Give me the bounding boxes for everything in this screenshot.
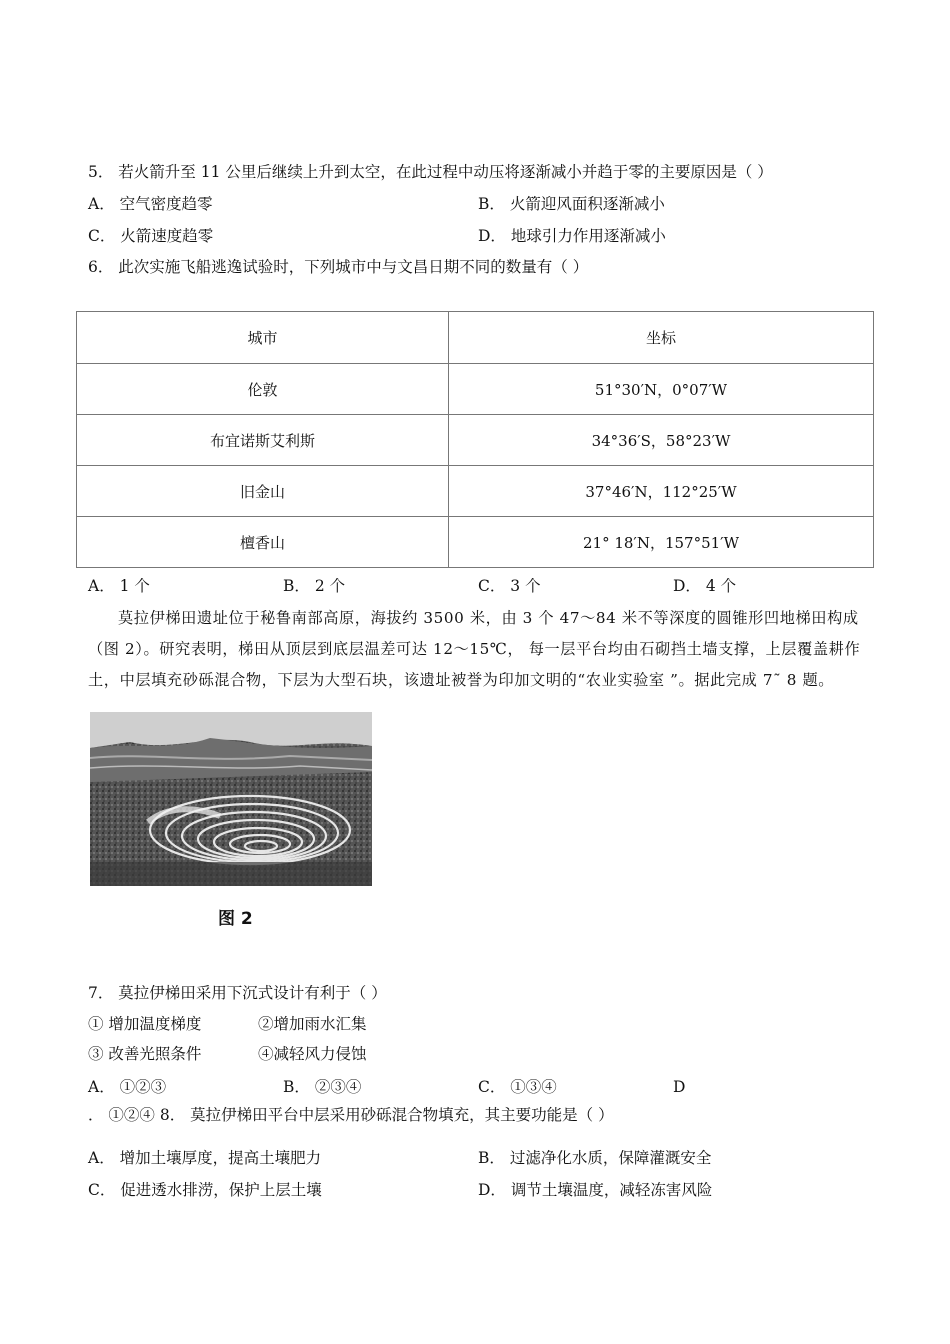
q8-option-a: A． 增加土壤厚度，提高土壤肥力 — [88, 1149, 322, 1167]
passage-paragraph — [88, 603, 863, 696]
q5-option-a: A． 空气密度趋零 — [88, 195, 213, 213]
table-cell-coordinates: 21° 18′N，157°51′W — [449, 517, 874, 568]
table-row — [77, 415, 874, 466]
q7-option-a: A． ①②③ — [88, 1078, 167, 1096]
q7-statement-1: ① 增加温度梯度 — [88, 1015, 202, 1033]
q8-option-c: C． 促进透水排涝，保护上层土壤 — [88, 1181, 322, 1199]
table-header-row — [77, 312, 874, 364]
q5-option-d: D． 地球引力作用逐渐减小 — [478, 227, 666, 245]
q6-option-d: D． 4 个 — [673, 577, 737, 595]
table-cell-coordinates: 37°46′N，112°25′W — [449, 466, 874, 517]
terrace-photo — [90, 712, 372, 886]
table-row — [77, 517, 874, 568]
q7-option-d-letter: D — [673, 1078, 686, 1096]
q7-option-d-and-q8-stem: ． ①②④ 8． 莫拉伊梯田平台中层采用砂砾混合物填充，其主要功能是（ ） — [88, 1106, 614, 1124]
q7-statement-4: ④减轻风力侵蚀 — [258, 1045, 367, 1063]
figure-caption: 图 2 — [218, 909, 253, 929]
q7-statement-2: ②增加雨水汇集 — [258, 1015, 367, 1033]
q6-stem: 6． 此次实施飞船逃逸试验时，下列城市中与文昌日期不同的数量有（ ） — [88, 258, 589, 276]
q7-statement-3: ③ 改善光照条件 — [88, 1045, 202, 1063]
q5-stem: 5． 若火箭升至 11 公里后继续上升到太空，在此过程中动压将逐渐减小并趋于零的主要原因是（ ） — [88, 163, 773, 181]
q7-option-b: B． ②③④ — [283, 1078, 362, 1096]
table-header-city: 城市 — [77, 312, 449, 364]
table-cell-coordinates: 34°36′S，58°23′W — [449, 415, 874, 466]
q7-option-c: C． ①③④ — [478, 1078, 557, 1096]
table-header-coordinates: 坐标 — [449, 312, 874, 364]
table-row — [77, 364, 874, 415]
city-coordinates-table — [76, 311, 874, 568]
q6-option-b: B． 2 个 — [283, 577, 346, 595]
q7-stem: 7． 莫拉伊梯田采用下沉式设计有利于（ ） — [88, 984, 387, 1002]
table-cell-city: 伦敦 — [77, 364, 449, 415]
q6-option-a: A． 1 个 — [88, 577, 150, 595]
q5-option-c: C． 火箭速度趋零 — [88, 227, 214, 245]
table-cell-city: 旧金山 — [77, 466, 449, 517]
passage-text: 莫拉伊梯田遗址位于秘鲁南部高原，海拔约 3500 米，由 3 个 47～84 米不等深度的圆锥形凹地梯田构成（图 2）。研究表明，梯田从顶层到底层温差可达 12～15℃， 每一层平台均由石砌挡土墙支撑，上层覆盖耕作土，中层填充砂砾混合物，下层为大型石块，该遗址被誉为印加文明的“农业实验室 ”。据此完成 7˜ 8 题。 — [88, 609, 861, 689]
table-row — [77, 466, 874, 517]
table-cell-coordinates: 51°30′N，0°07′W — [449, 364, 874, 415]
q6-option-c: C． 3 个 — [478, 577, 541, 595]
q8-option-b: B． 过滤净化水质，保障灌溉安全 — [478, 1149, 712, 1167]
q5-option-b: B． 火箭迎风面积逐渐减小 — [478, 195, 665, 213]
table-cell-city: 檀香山 — [77, 517, 449, 568]
q8-option-d: D． 调节土壤温度，减轻冻害风险 — [478, 1181, 713, 1199]
table-cell-city: 布宜诺斯艾利斯 — [77, 415, 449, 466]
